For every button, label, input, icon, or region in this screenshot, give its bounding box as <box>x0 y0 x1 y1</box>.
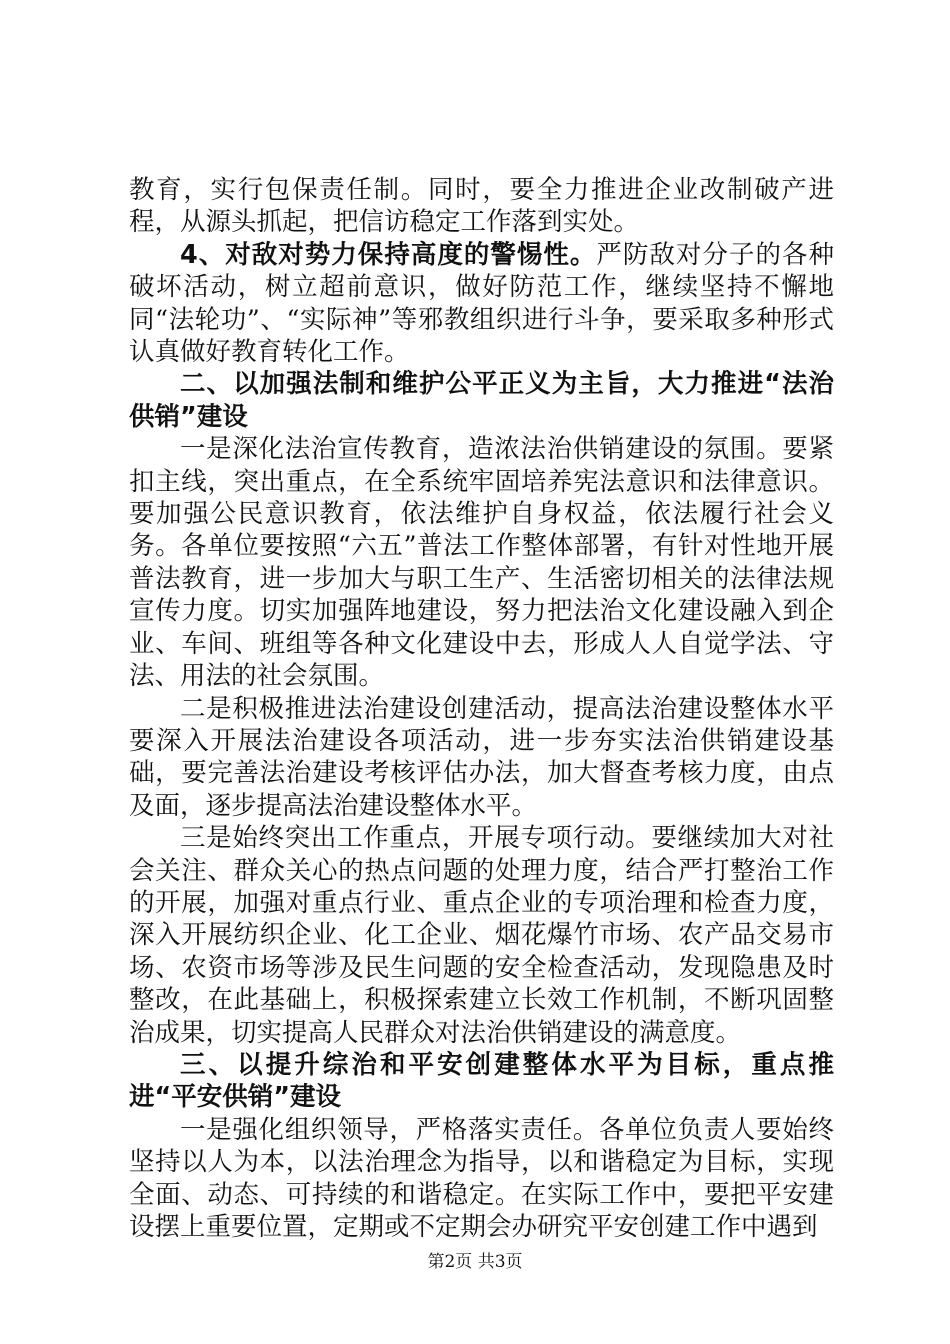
paragraph-bold-lead: 4、对敌对势力保持高度的警惕性。 <box>180 239 597 270</box>
paragraph-section2-item1: 一是深化法治宣传教育，造浓法治供销建设的氛围。要紧扣主线，突出重点，在全系统牢固培养宪法意识和法律意识。要加强公民意识教育，依法维护自身权益，依法履行社会义务。各单位要按照“六五”普法工作整体部署，有针对性地开展普法教育，进一步加大与职工生产、生活密切相关的法律法规宣传力度。切实加强阵地建设，努力把法治文化建设融入到企业、车间、班组等各种文化建设中去，形成人人自觉学法、守法、用法的社会氛围。 <box>129 434 834 692</box>
paragraph-text: 严防敌对分子的各种破坏活动，树立超前意识，做好防范工作，继续坚持不懈地同“法轮功”、“实际神”等邪教组织进行斗争，要采取多种形式认真做好教育转化工作。 <box>129 239 834 368</box>
page-footer: 第2页 共3页 <box>427 1252 523 1272</box>
section-heading-3: 三、以提升综治和平安创建整体水平为目标，重点推进“平安供销”建设 <box>129 1049 834 1113</box>
paragraph-continuation: 教育，实行包保责任制。同时，要全力推进企业改制破产进程，从源头抓起，把信访稳定工作落到实处。 <box>129 175 834 238</box>
paragraph-section2-item3: 三是始终突出工作重点，开展专项行动。要继续加大对社会关注、群众关心的热点问题的处理力度，结合严打整治工作的开展，加强对重点行业、重点企业的专项治理和检查力度，深入开展纺织企业、化工企业、烟花爆竹市场、农产品交易市场、农资市场等涉及民生问题的安全检查活动，发现隐患及时整改，在此基础上，积极探索建立长效工作机制，不断巩固整治成果，切实提高人民群众对法治供销建设的满意度。 <box>129 823 834 1048</box>
paragraph-section3-item1: 一是强化组织领导，严格落实责任。各单位负责人要始终坚持以人为本，以法治理念为指导，以和谐稳定为目标，实现全面、动态、可持续的和谐稳定。在实际工作中，要把平安建设摆上重要位置，定期或不定期会办研究平安创建工作中遇到 <box>129 1114 834 1242</box>
section-heading-2: 二、以加强法制和维护公平正义为主旨，大力推进“法治供销”建设 <box>129 369 834 432</box>
paragraph-item-4 <box>129 239 834 369</box>
document-body <box>129 174 834 1243</box>
paragraph-section2-item2: 二是积极推进法治建设创建活动，提高法治建设整体水平要深入开展法治建设各项活动，进一步夯实法治供销建设基础，要完善法治建设考核评估办法，加大督查考核力度，由点及面，逐步提高法治建设整体水平。 <box>129 693 834 821</box>
